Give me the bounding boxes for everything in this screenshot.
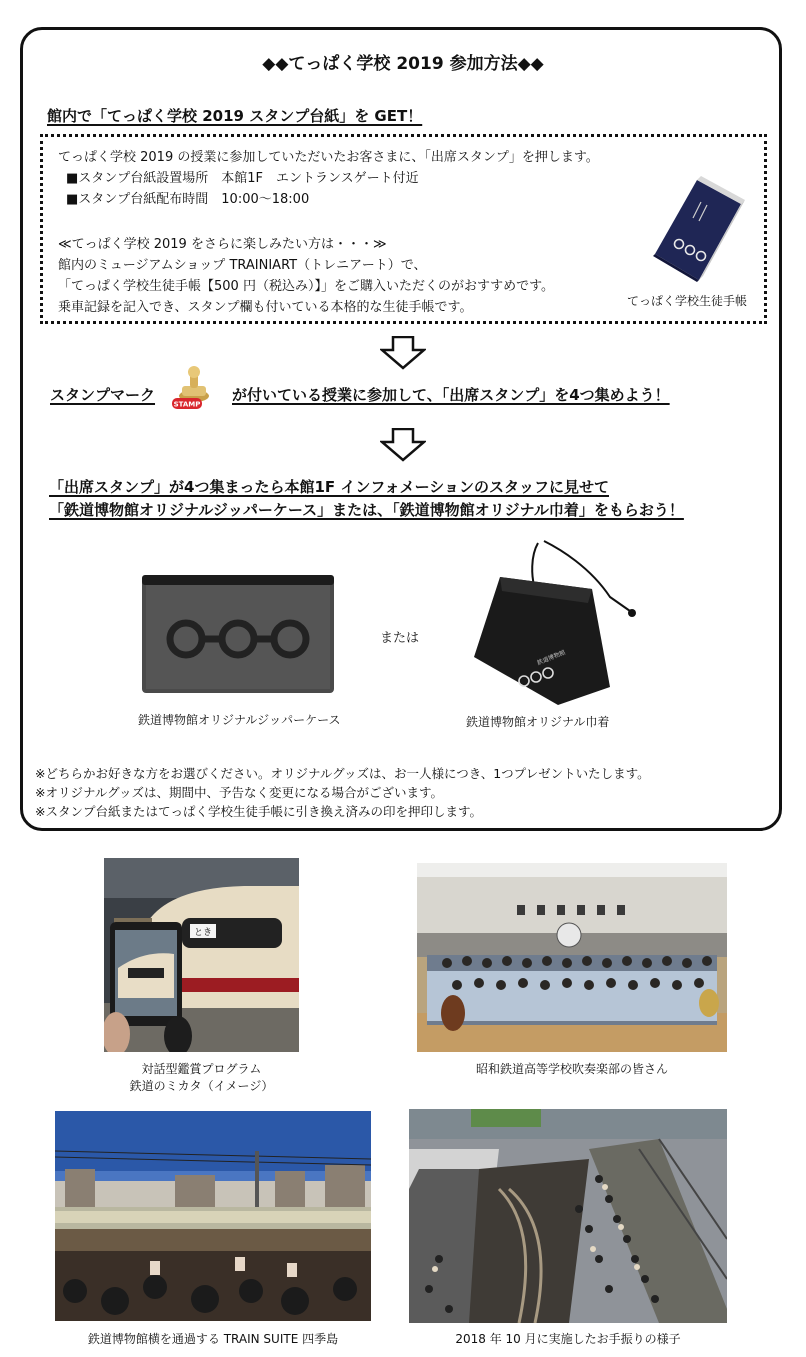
stamp-instruction-text: が付いている授業に参加して、「出席スタンプ」を4つ集めよう！ xyxy=(232,386,670,404)
zipper-case-caption: 鉄道博物館オリジナルジッパーケース xyxy=(138,713,341,727)
pouch-caption: 鉄道博物館オリジナル巾着 xyxy=(466,715,610,729)
notebook-description-text: 乗車記録を記入でき、スタンプ欄も付いている本格的な生徒手帳です。 xyxy=(58,300,473,315)
reward-instruction-line1: 「出席スタンプ」が4つ集まったら本館1F インフォメーションのスタッフに見せて xyxy=(49,478,609,496)
down-arrow-icon xyxy=(380,428,426,462)
section1-heading: 館内で「てっぱく学校 2019 スタンプ台紙」を GET！ xyxy=(47,107,423,125)
photo-tablet-train xyxy=(104,858,299,1052)
stamp-icon-text: STAMP xyxy=(173,400,201,409)
stamp-mark-icon xyxy=(166,366,220,416)
photo4-caption: 2018 年 10 月に実施したお手振りの様子 xyxy=(455,1332,681,1346)
stamp-mark-label: スタンプマーク xyxy=(50,386,156,404)
down-arrow-icon xyxy=(380,336,426,370)
pouch-print-text: 鉄道博物館 xyxy=(536,649,567,667)
photo-brass-band xyxy=(417,863,727,1052)
stamp-intro-text: てっぱく学校 2019 の授業に参加していただいたお客さまに、「出席スタンプ」を押します。 xyxy=(58,150,599,165)
photo1-caption-line2: 鉄道のミカタ（イメージ） xyxy=(129,1079,274,1093)
photo1-caption-line1: 対話型鑑賞プログラム xyxy=(141,1062,262,1076)
photo2-caption: 昭和鉄道高等学校吹奏楽部の皆さん xyxy=(475,1062,668,1076)
reward-instruction-line2: 「鉄道博物館オリジナルジッパーケース」または、「鉄道博物館オリジナル巾着」をもらおう！ xyxy=(49,501,684,519)
photo-waving-crowd xyxy=(409,1109,727,1323)
notebook-price-text: 「てっぱく学校生徒手帳【500 円（税込み）】」をご購入いただくのがおすすめです。 xyxy=(58,279,555,294)
museum-shop-text: 館内のミュージアムショップ TRAINIART（トレニアート）で、 xyxy=(58,258,427,273)
note-3: ※スタンプ台紙またはてっぱく学校生徒手帳に引き換え済みの印を押印します。 xyxy=(35,804,482,819)
photo-train-suite xyxy=(55,1111,371,1321)
notebook-caption: てっぱく学校生徒手帳 xyxy=(627,294,748,308)
page-title: ◆◆てっぱく学校 2019 参加方法◆◆ xyxy=(262,54,544,74)
photo3-caption: 鉄道博物館横を通過する TRAIN SUITE 四季島 xyxy=(87,1332,339,1346)
more-fun-heading: ≪てっぱく学校 2019 をさらに楽しみたい方は・・・≫ xyxy=(58,237,387,252)
note-1: ※どちらかお好きな方をお選びください。オリジナルグッズは、お一人様につき、1つプレゼントいたします。 xyxy=(35,766,650,781)
zipper-case-image xyxy=(140,573,336,695)
stamp-hours-text: ■スタンプ台紙配布時間 10:00～18:00 xyxy=(66,192,310,207)
or-text: または xyxy=(380,631,420,646)
note-2: ※オリジナルグッズは、期間中、予告なく変更になる場合がございます。 xyxy=(35,785,443,800)
drawstring-pouch-image xyxy=(460,537,645,707)
student-notebook-image xyxy=(635,168,751,286)
stamp-location-text: ■スタンプ台紙設置場所 本館1F エントランスゲート付近 xyxy=(66,171,419,186)
train-sign-text: とき xyxy=(193,928,213,938)
